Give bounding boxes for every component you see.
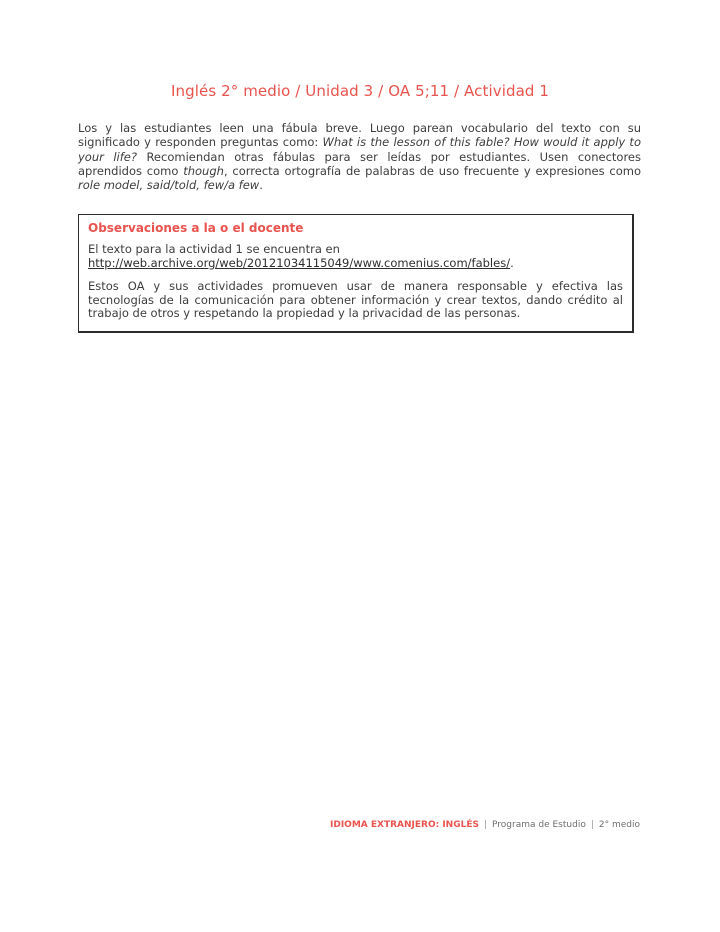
observations-line1: El texto para la actividad 1 se encuentra en (88, 242, 340, 256)
link-period: . (510, 255, 514, 270)
footer-brand: IDIOMA EXTRANJERO: INGLÉS (330, 820, 479, 830)
activity-resource-link[interactable]: http://web.archive.org/web/20121034115049/www.comenius.com/fables/ (88, 255, 511, 270)
observations-paragraph: Estos OA y sus actividades promueven usar de manera responsable y efectiva las tecnologías de la comunicación para obtener información y crear textos, dando crédito al trabajo de otros y respetando la propiedad y la privacidad de las personas. (88, 279, 623, 321)
observations-link-paragraph (88, 243, 623, 270)
intro-paragraph: Los y las estudiantes leen una fábula breve. Luego parean vocabulario del texto con su significado y responden preguntas como: What is the lesson of this fable? How would it apply to your life? Recomiendan otras fábulas para ser leídas por estudiantes. Usen conectores aprendidos como though, correcta ortografía de palabras de uso frecuente y expresiones como role model, said/told, few/a few. (78, 121, 641, 193)
teacher-observations-box (78, 214, 634, 333)
footer-grade-label: 2° medio (598, 820, 640, 830)
footer-separator-1: | (483, 820, 488, 830)
footer-separator-2: | (590, 820, 594, 830)
page-title: Inglés 2° medio / Unidad 3 / OA 5;11 / Actividad 1 (170, 82, 550, 100)
page-footer (330, 820, 640, 830)
observations-heading: Observaciones a la o el docente (88, 221, 304, 235)
footer-program-label: Programa de Estudio (492, 820, 586, 830)
